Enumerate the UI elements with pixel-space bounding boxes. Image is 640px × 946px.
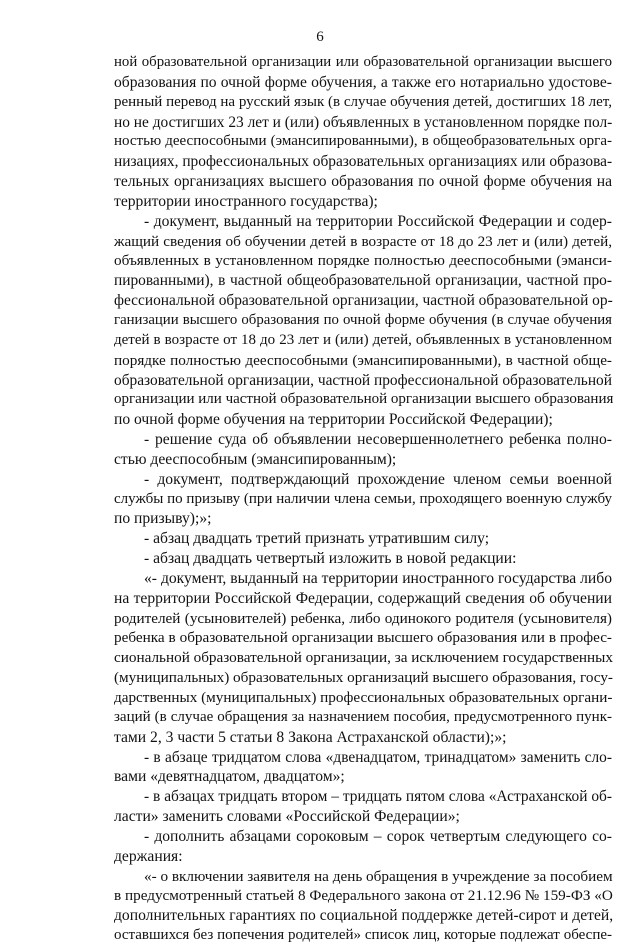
text-line: в предусмотренный статьей 8 Федерального закона от 21.12.96 № 159-ФЗ «О — [114, 887, 613, 905]
text-line: «- документ, выданный на территории иностранного государства либо — [144, 569, 612, 587]
text-line: родителей (усыновителей) ребенка, либо одинокого родителя (усыновителя) — [114, 609, 612, 627]
text-line: службы по призыву (при наличии члена семьи, проходящего военную службу — [114, 490, 612, 507]
text-line: порядке полностью дееспособными (эмансипированными), в частной обще- — [114, 351, 612, 369]
text-line: организации или частной образовательной организации высшего образования — [114, 391, 614, 408]
text-line: по призыву);»; — [114, 510, 212, 528]
text-line: держания: — [114, 847, 183, 865]
text-line: ганизации высшего образования по очной форме обучения (в случае обучения — [114, 311, 612, 328]
document-body — [114, 53, 612, 946]
text-line: фессиональной образовательной организации, частной образовательной ор- — [114, 292, 613, 310]
text-line: ностью дееспособными (эмансипированными), в общеобразовательных орга- — [114, 133, 612, 150]
text-line: - в абзацах тридцать втором – тридцать пятом слова «Астраханской об- — [144, 788, 612, 806]
text-line: - решение суда об объявлении несовершеннолетнего ребенка полно- — [144, 431, 612, 449]
text-line: жащий сведения об обучении детей в возрасте от 18 до 23 лет и (или) детей, — [114, 232, 612, 250]
text-line: низациях, профессиональных образовательных организациях или образова- — [114, 153, 613, 171]
text-line: образовательной организации, частной профессиональной образовательной — [114, 371, 612, 389]
page-number: 6 — [316, 29, 324, 45]
text-line: - абзац двадцать третий признать утратившим силу; — [144, 530, 490, 548]
text-line: сиональной образовательной организации, за исключением государственных — [114, 649, 613, 667]
text-line: тельных организациях высшего образования по очной форме обучения на — [114, 173, 612, 191]
text-line: - абзац двадцать четвертый изложить в новой редакции: — [144, 550, 517, 568]
text-line: на территории Российской Федерации, содержащий сведения об обучении — [114, 589, 612, 607]
text-line: по очной форме обучения на территории Российской Федерации); — [114, 411, 553, 429]
text-line: стью дееспособным (эмансипированным); — [114, 450, 397, 468]
text-line: ласти» заменить словами «Российской Федерации»; — [114, 808, 460, 826]
text-line: дополнительных гарантиях по социальной поддержке детей-сирот и детей, — [114, 907, 614, 925]
text-line: территории иностранного государства); — [114, 192, 378, 210]
text-line: образования по очной форме обучения, а также его нотариально удостове- — [114, 73, 612, 91]
text-line: оставшихся без попечения родителей» список лиц, которые подлежат обеспе- — [114, 927, 612, 944]
text-line: (муниципальных) образовательных организаций высшего образования, госу- — [114, 669, 613, 687]
text-line: объявленных в установленном порядке полностью дееспособными (эманси- — [114, 252, 612, 270]
text-line: ренный перевод на русский язык (в случае обучения детей, достигших 18 лет, — [114, 93, 612, 110]
text-line: - дополнить абзацами сороковым – сорок четвертым следующего со- — [144, 827, 612, 845]
text-line: ной образовательной организации или образовательной организации высшего — [114, 54, 612, 70]
text-line: вами «девятнадцатом, двадцатом»; — [114, 768, 345, 786]
text-line: пированными), в частной общеобразовательной организации, частной про- — [114, 272, 612, 290]
text-line: детей в возрасте от 18 до 23 лет и (или) детей, объявленных в установленном — [114, 331, 612, 348]
text-line: - документ, выданный на территории Российской Федерации и содер- — [144, 212, 612, 230]
text-line: заций (в случае обращения за назначением пособия, предусмотренного пунк- — [114, 708, 612, 725]
text-line: но не достигших 23 лет и (или) объявленных в установленном порядке пол- — [114, 113, 613, 131]
text-line: тами 2, 3 части 5 статьи 8 Закона Астраханской области);»; — [114, 728, 507, 746]
text-line: - документ, подтверждающий прохождение членом семьи военной — [144, 470, 612, 488]
text-line: дарственных (муниципальных) профессиональных образовательных органи- — [114, 689, 613, 706]
text-line: ребенка в образовательной организации высшего образования или в профес- — [114, 629, 612, 647]
text-line: «- о включении заявителя на день обращения в учреждение за пособием — [144, 867, 613, 885]
text-line: - в абзаце тридцатом слова «двенадцатом, тринадцатом» заменить сло- — [144, 748, 612, 766]
